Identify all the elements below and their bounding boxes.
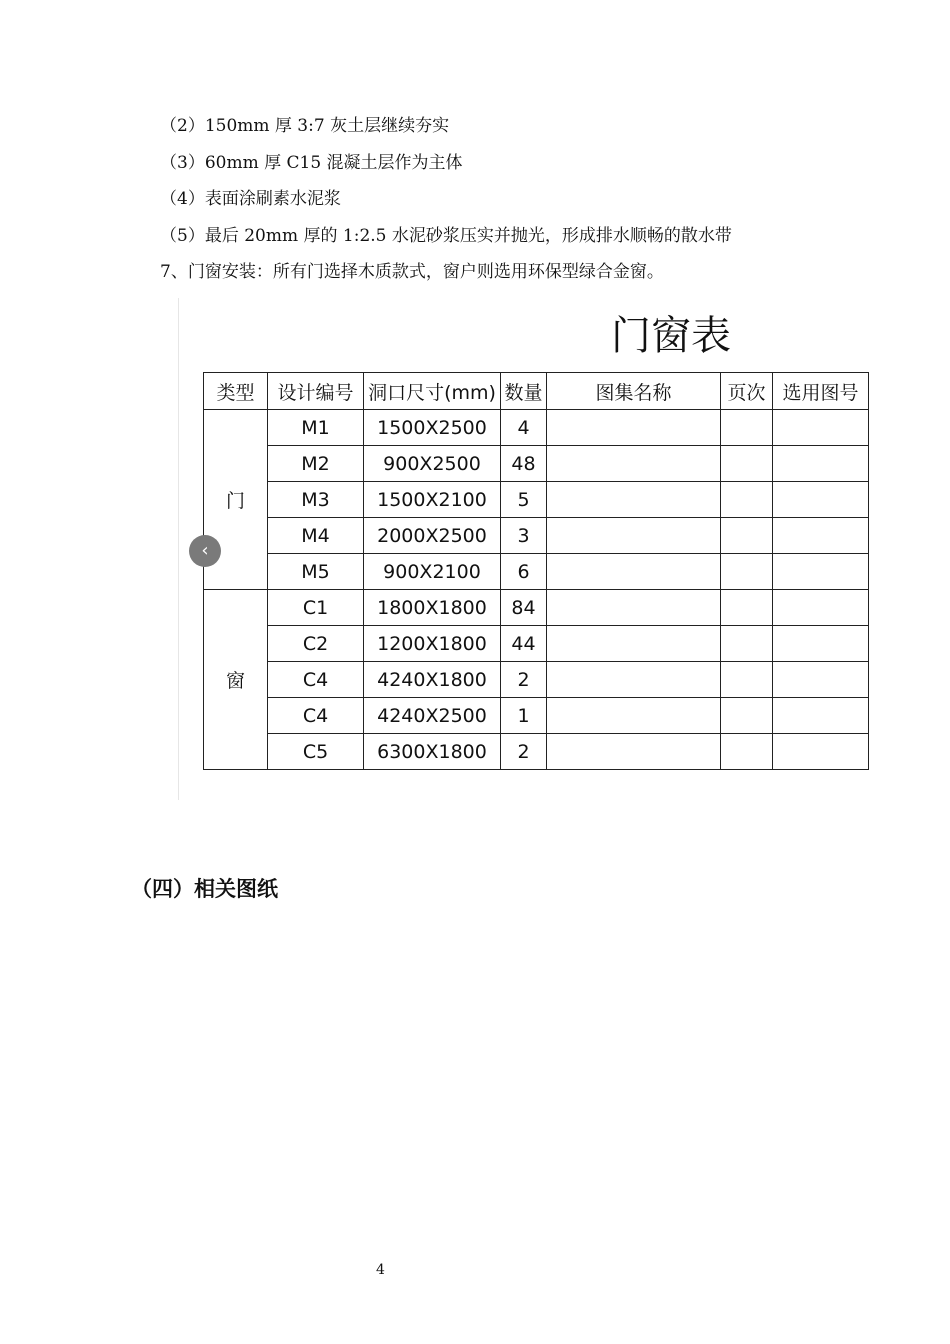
table-header-row [204,373,869,410]
cell-size: 1800X1800 [364,590,501,626]
cell-drawing-no [773,662,869,698]
cell-code: C4 [268,662,364,698]
col-header-size: 洞口尺寸(mm) [364,373,501,410]
cell-drawing-no [773,734,869,770]
paragraph-step-5: （5）最后 20mm 厚的 1:2.5 水泥砂浆压实并抛光，形成排水顺畅的散水带 [160,226,732,246]
table-row [204,446,869,482]
cell-page [721,482,773,518]
cell-drawing-no [773,410,869,446]
cell-atlas [547,518,721,554]
cell-size: 4240X1800 [364,662,501,698]
previous-image-button[interactable] [189,535,221,567]
table-row [204,734,869,770]
cell-code: C4 [268,698,364,734]
cell-size: 1200X1800 [364,626,501,662]
table-row [204,698,869,734]
cell-atlas [547,482,721,518]
cell-drawing-no [773,698,869,734]
cell-drawing-no [773,518,869,554]
cell-atlas [547,698,721,734]
cell-drawing-no [773,554,869,590]
door-window-schedule-image [178,298,869,800]
paragraph-step-4: （4）表面涂刷素水泥浆 [160,189,341,209]
door-window-table [203,372,869,770]
table-row [204,482,869,518]
col-header-atlas: 图集名称 [547,373,721,410]
cell-code: M4 [268,518,364,554]
cell-drawing-no [773,482,869,518]
cell-atlas [547,734,721,770]
cell-type: 门 [204,410,268,590]
table-body [204,410,869,770]
cell-page [721,698,773,734]
table-row [204,518,869,554]
cell-qty: 48 [501,446,547,482]
cell-size: 1500X2100 [364,482,501,518]
table-row [204,410,869,446]
cell-page [721,554,773,590]
cell-qty: 2 [501,662,547,698]
cell-page [721,590,773,626]
col-header-code: 设计编号 [268,373,364,410]
cell-qty: 1 [501,698,547,734]
section-heading: （四）相关图纸 [131,877,278,901]
cell-atlas [547,554,721,590]
paragraph-door-window-install: 7、门窗安装：所有门选择木质款式，窗户则选用环保型绿合金窗。 [160,262,664,282]
cell-page [721,734,773,770]
cell-atlas [547,446,721,482]
cell-qty: 2 [501,734,547,770]
cell-atlas [547,590,721,626]
cell-page [721,410,773,446]
schedule-title: 门窗表 [611,313,731,359]
cell-size: 1500X2500 [364,410,501,446]
cell-atlas [547,626,721,662]
cell-drawing-no [773,626,869,662]
col-header-drawing-no: 选用图号 [773,373,869,410]
table-row [204,590,869,626]
cell-type: 窗 [204,590,268,770]
cell-qty: 44 [501,626,547,662]
cell-drawing-no [773,446,869,482]
cell-size: 900X2100 [364,554,501,590]
cell-code: M5 [268,554,364,590]
cell-code: M2 [268,446,364,482]
cell-code: M3 [268,482,364,518]
cell-page [721,626,773,662]
cell-size: 6300X1800 [364,734,501,770]
col-header-page: 页次 [721,373,773,410]
page-number: 4 [376,1262,385,1278]
cell-size: 2000X2500 [364,518,501,554]
cell-size: 900X2500 [364,446,501,482]
cell-code: C5 [268,734,364,770]
cell-qty: 6 [501,554,547,590]
cell-page [721,446,773,482]
table-row [204,554,869,590]
cell-qty: 3 [501,518,547,554]
cell-code: M1 [268,410,364,446]
paragraph-step-3: （3）60mm 厚 C15 混凝土层作为主体 [160,153,463,173]
col-header-qty: 数量 [501,373,547,410]
cell-code: C2 [268,626,364,662]
cell-code: C1 [268,590,364,626]
col-header-type: 类型 [204,373,268,410]
cell-qty: 84 [501,590,547,626]
paragraph-step-2: （2）150mm 厚 3:7 灰土层继续夯实 [160,116,450,136]
cell-qty: 5 [501,482,547,518]
table-row [204,662,869,698]
cell-qty: 4 [501,410,547,446]
cell-size: 4240X2500 [364,698,501,734]
cell-page [721,518,773,554]
cell-atlas [547,662,721,698]
cell-page [721,662,773,698]
cell-atlas [547,410,721,446]
cell-drawing-no [773,590,869,626]
chevron-left-icon: ‹ [201,540,209,561]
table-row [204,626,869,662]
